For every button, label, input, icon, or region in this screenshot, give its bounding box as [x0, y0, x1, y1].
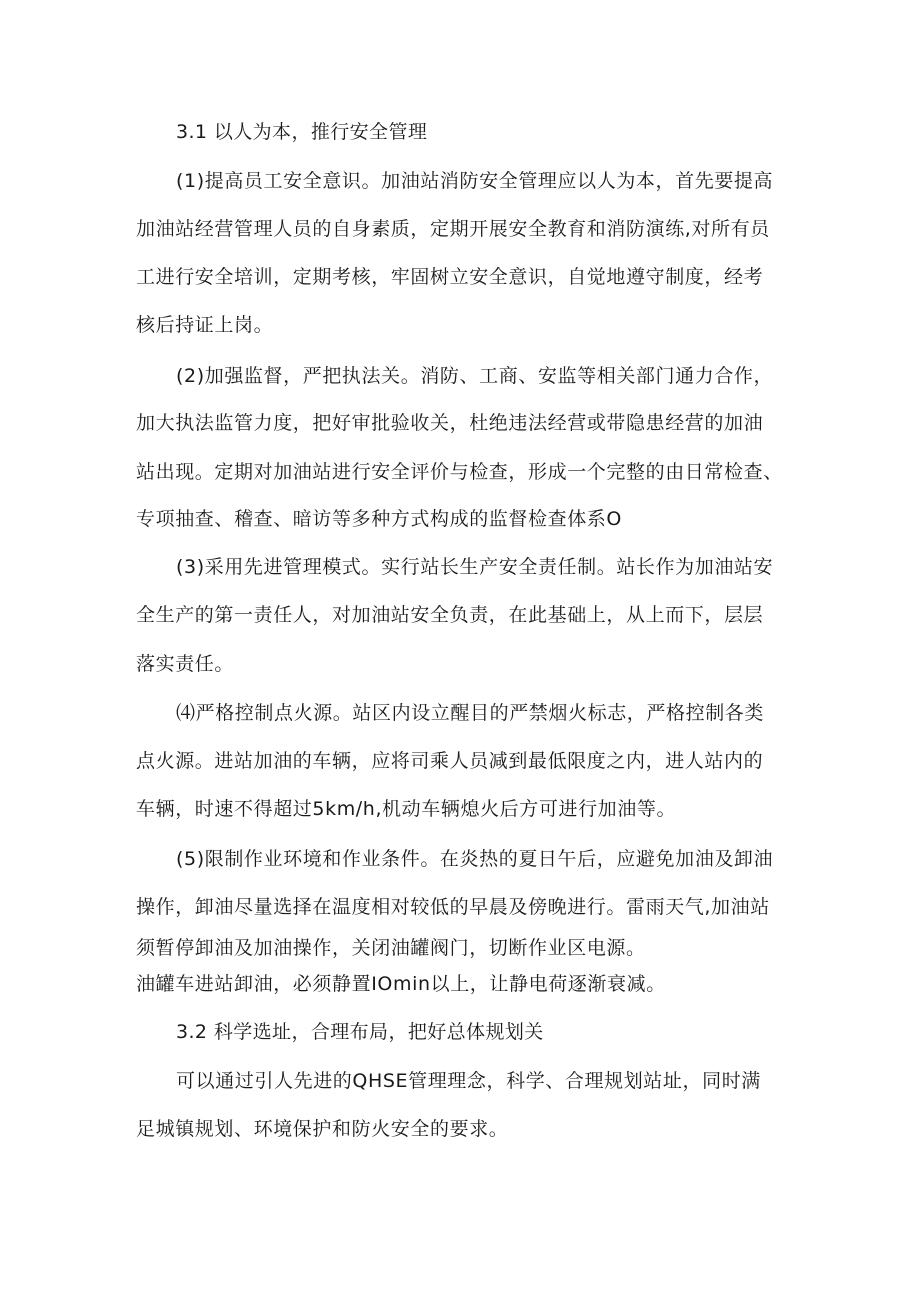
section-3-1-title: 3.1 以人为本，推行安全管理 [176, 121, 428, 143]
para-5-line: 油罐车进站卸油，必须静置IOmin以上，让静电荷逐渐衰减。 [136, 973, 666, 995]
para-2-line: 加大执法监管力度，把好审批验收关，杜绝违法经营或带隐患经营的加油 [136, 412, 764, 434]
para-4-line: 车辆，时速不得超过5km∕h,机动车辆熄火后方可进行加油等。 [136, 798, 677, 820]
para-4-line: ⑷严格控制点火源。站区内设立醒目的严禁烟火标志，严格控制各类 [176, 702, 765, 724]
para-2-line: 专项抽查、稽查、暗访等多种方式构成的监督检查体系O [136, 508, 622, 530]
section-3-2-title: 3.2 科学选址，合理布局，把好总体规划关 [176, 1021, 544, 1043]
para-5-line: 须暂停卸油及加油操作，关闭油罐阀门，切断作业区电源。 [136, 937, 646, 959]
para-3-line: 全生产的第一责任人，对加油站安全负责，在此基础上，从上而下，层层 [136, 604, 764, 626]
para-2-line: 站出现。定期对加油站进行安全评价与检查，形成一个完整的由日常检查、 [136, 461, 783, 483]
para-4-line: 点火源。进站加油的车辆，应将司乘人员减到最低限度之内，进人站内的 [136, 750, 764, 772]
para-3-line: (3)采用先进管理模式。实行站长生产安全责任制。站长作为加油站安 [176, 556, 774, 578]
para-2-line: (2)加强监督，严把执法关。消防、工商、安监等相关部门通力合作， [176, 365, 774, 387]
para-5-line: 操作，卸油尽量选择在温度相对较低的早晨及傍晚进行。雷雨天气,加油站 [136, 896, 770, 918]
para-6-line: 足城镇规划、环境保护和防火安全的要求。 [136, 1118, 509, 1140]
para-1-line: (1)提高员工安全意识。加油站消防安全管理应以人为本，首先要提高 [176, 170, 774, 192]
para-1-line: 工进行安全培训，定期考核，牢固树立安全意识，自觉地遵守制度，经考 [136, 266, 764, 288]
para-5-line: (5)限制作业环境和作业条件。在炎热的夏日午后，应避免加油及卸油 [176, 848, 774, 870]
para-3-line: 落实责任。 [136, 653, 235, 675]
para-1-line: 加油站经营管理人员的自身素质，定期开展安全教育和消防演练,对所有员 [136, 218, 770, 240]
para-6-line: 可以通过引人先进的QHSE管理理念，科学、合理规划站址，同时满 [176, 1070, 761, 1092]
para-1-line: 核后持证上岗。 [136, 314, 274, 336]
